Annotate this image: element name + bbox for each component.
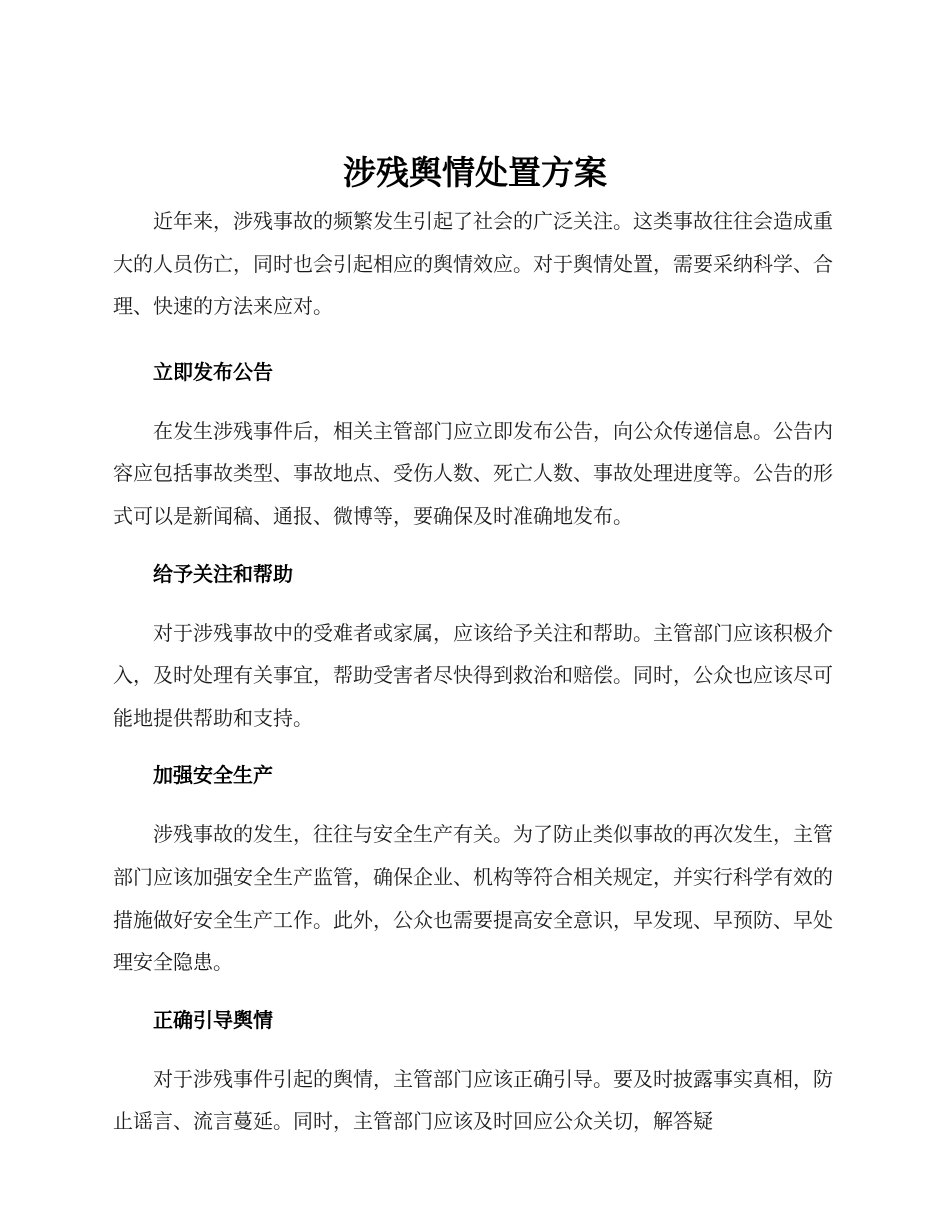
section-paragraph: 涉残事故的发生，往往与安全生产有关。为了防止类似事故的再次发生，主管部门应该加强安全生产监管，确保企业、机构等符合相关规定，并实行科学有效的措施做好安全生产工作。此外，公众也需要提高安全意识，早发现、早预防、早处理安全隐患。 [113,822,833,975]
intro-paragraph: 近年来，涉残事故的频繁发生引起了社会的广泛关注。这类事故往往会造成重大的人员伤亡，同时也会引起相应的舆情效应。对于舆情处置，需要采纳科学、合理、快速的方法来应对。 [113,209,833,319]
section-heading: 加强安全生产 [153,763,273,788]
section-care-and-help [113,559,833,740]
section-heading: 给予关注和帮助 [153,561,293,586]
section-heading: 立即发布公告 [153,359,273,384]
section-safety-production [113,760,833,983]
section-paragraph: 对于涉残事件引起的舆情，主管部门应该正确引导。要及时披露事实真相，防止谣言、流言蔓延。同时，主管部门应该及时回应公众关切，解答疑 [113,1066,833,1134]
page-title: 涉残舆情处置方案 [343,153,607,192]
section-heading: 正确引导舆情 [153,1007,273,1032]
document-body [113,200,833,1143]
section-paragraph: 对于涉残事故中的受难者或家属，应该给予关注和帮助。主管部门应该积极介入，及时处理有关事宜，帮助受害者尽快得到救治和赔偿。同时，公众也应该尽可能地提供帮助和支持。 [113,620,833,730]
section-paragraph: 在发生涉残事件后，相关主管部门应立即发布公告，向公众传递信息。公告内容应包括事故类型、事故地点、受伤人数、死亡人数、事故处理进度等。公告的形式可以是新闻稿、通报、微博等，要确保及时准确地发布。 [113,418,833,528]
section-guide-public-opinion [113,1005,833,1143]
section-publish-notice [113,357,833,538]
